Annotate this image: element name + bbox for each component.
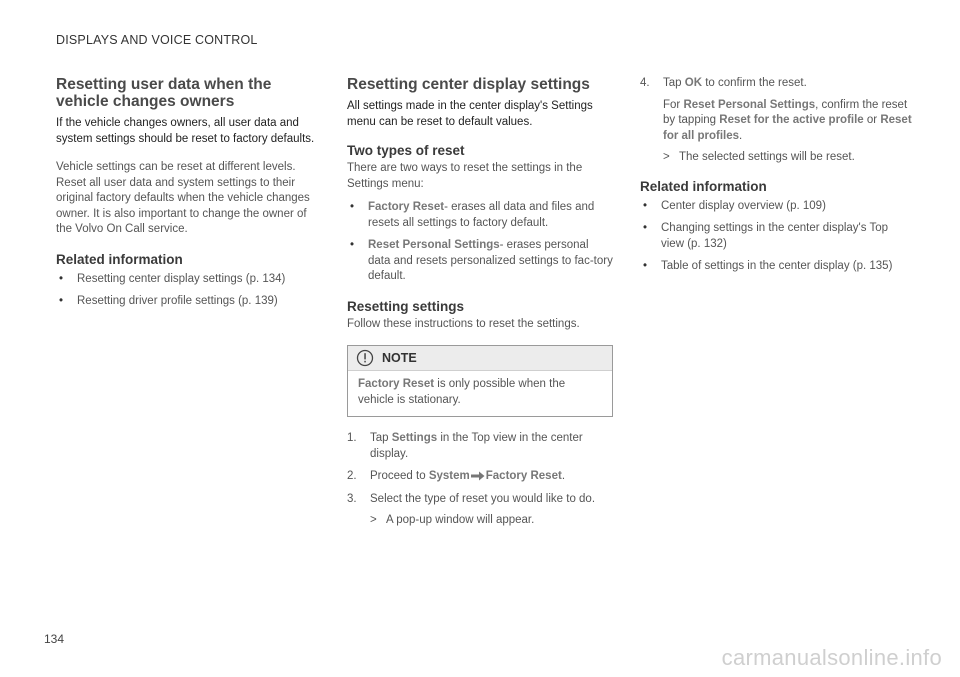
result-text: A pop-up window will appear.: [386, 514, 535, 526]
step-text: to confirm the reset.: [702, 77, 807, 89]
info-icon: [356, 349, 374, 367]
step-term: Reset for all profiles: [663, 114, 912, 142]
result-text: The selected settings will be reset.: [679, 151, 855, 163]
steps-list-continued: [640, 76, 912, 166]
step-number: 4.: [640, 77, 650, 89]
related-link[interactable]: • Resetting driver profile settings (p. 139): [56, 294, 318, 310]
note-text: is only possible when the vehicle is stationary.: [358, 378, 566, 406]
note-term: Factory Reset: [358, 378, 435, 390]
note-header: [348, 346, 612, 371]
related-list: [640, 199, 912, 275]
step-result: [663, 150, 912, 166]
reset-type-item: [347, 238, 613, 285]
step-text: .: [561, 470, 566, 482]
result-marker: >: [663, 151, 670, 163]
section-intro: If the vehicle changes owners, all user data and system settings should be reset to factory defaults.: [56, 117, 315, 145]
two-types-heading: Two types of reset: [347, 143, 465, 158]
step-text: Tap: [663, 77, 685, 89]
step-text: For: [663, 98, 684, 111]
column-right: [640, 76, 912, 289]
step-term: OK: [684, 77, 702, 89]
step-term: Reset Personal Settings: [683, 98, 816, 111]
watermark: carmanualsonline.info: [721, 645, 942, 670]
reset-type-item: [347, 200, 613, 231]
step-text: Select the type of reset you would like to do.: [370, 492, 596, 505]
step-item: [347, 469, 613, 485]
step-number: 2.: [347, 470, 357, 482]
step-result: [370, 513, 613, 529]
related-list: [56, 272, 318, 310]
related-info-heading: Related information: [640, 178, 767, 194]
step-text: .: [739, 129, 743, 142]
related-link[interactable]: • Changing settings in the center display's Top view (p. 132): [640, 221, 912, 252]
related-info-heading: Related information: [56, 251, 183, 267]
step-text: in the Top view in the center display.: [370, 432, 583, 460]
section-title-center-display: Resetting center display settings: [347, 76, 590, 93]
step-text: , confirm the reset by tapping: [663, 98, 908, 126]
resetting-settings-heading: Resetting settings: [347, 298, 465, 314]
related-link[interactable]: • Center display overview (p. 109): [640, 199, 912, 215]
step-subtext: [663, 98, 912, 145]
step-term: Factory Reset: [485, 470, 562, 482]
reset-type-term: Factory Reset: [368, 201, 445, 213]
reset-types-list: [347, 200, 613, 285]
column-middle: [347, 76, 613, 536]
reset-type-desc: - erases all data and files and resets all settings to factory default.: [368, 201, 595, 229]
section-intro: All settings made in the center display's Settings menu can be reset to default values.: [347, 100, 593, 128]
step-text: or: [863, 114, 881, 126]
step-term: System: [428, 470, 470, 482]
note-label: NOTE: [382, 351, 417, 365]
step-term: Settings: [391, 432, 438, 444]
reset-type-term: Reset Personal Settings: [368, 239, 500, 251]
section-title-user-data: Resetting user data when the vehicle changes owners: [56, 76, 272, 110]
types-intro: There are two ways to reset the settings in the Settings menu:: [347, 162, 583, 190]
note-body: [348, 371, 612, 416]
step-number: 3.: [347, 492, 357, 505]
note-box: [347, 345, 613, 417]
step-text: Tap: [370, 432, 392, 444]
steps-list: [347, 431, 613, 529]
column-left: [56, 76, 318, 324]
step-text: Proceed to: [370, 470, 429, 482]
result-marker: >: [370, 514, 377, 526]
step-number: 1.: [347, 432, 357, 444]
step-item: [640, 76, 912, 166]
arrow-right-icon: [471, 471, 485, 481]
related-link[interactable]: • Resetting center display settings (p. 134): [56, 272, 318, 288]
reset-type-desc: - erases personal data and resets personalized settings to fac-tory default.: [368, 239, 613, 282]
related-link[interactable]: • Table of settings in the center display (p. 135): [640, 259, 912, 275]
step-term: Reset for the active profile: [719, 114, 864, 126]
running-header: DISPLAYS AND VOICE CONTROL: [56, 33, 258, 47]
resetting-intro: Follow these instructions to reset the settings.: [347, 317, 580, 330]
step-item: [347, 431, 613, 462]
page-number: 134: [44, 632, 65, 646]
step-item: [347, 492, 613, 529]
body-paragraph: Vehicle settings can be reset at different levels. Reset all user data and system settings to their original factory defaults when the vehicle changes owner. It is also important to change the owner of the Volvo On Call service.: [56, 161, 310, 235]
